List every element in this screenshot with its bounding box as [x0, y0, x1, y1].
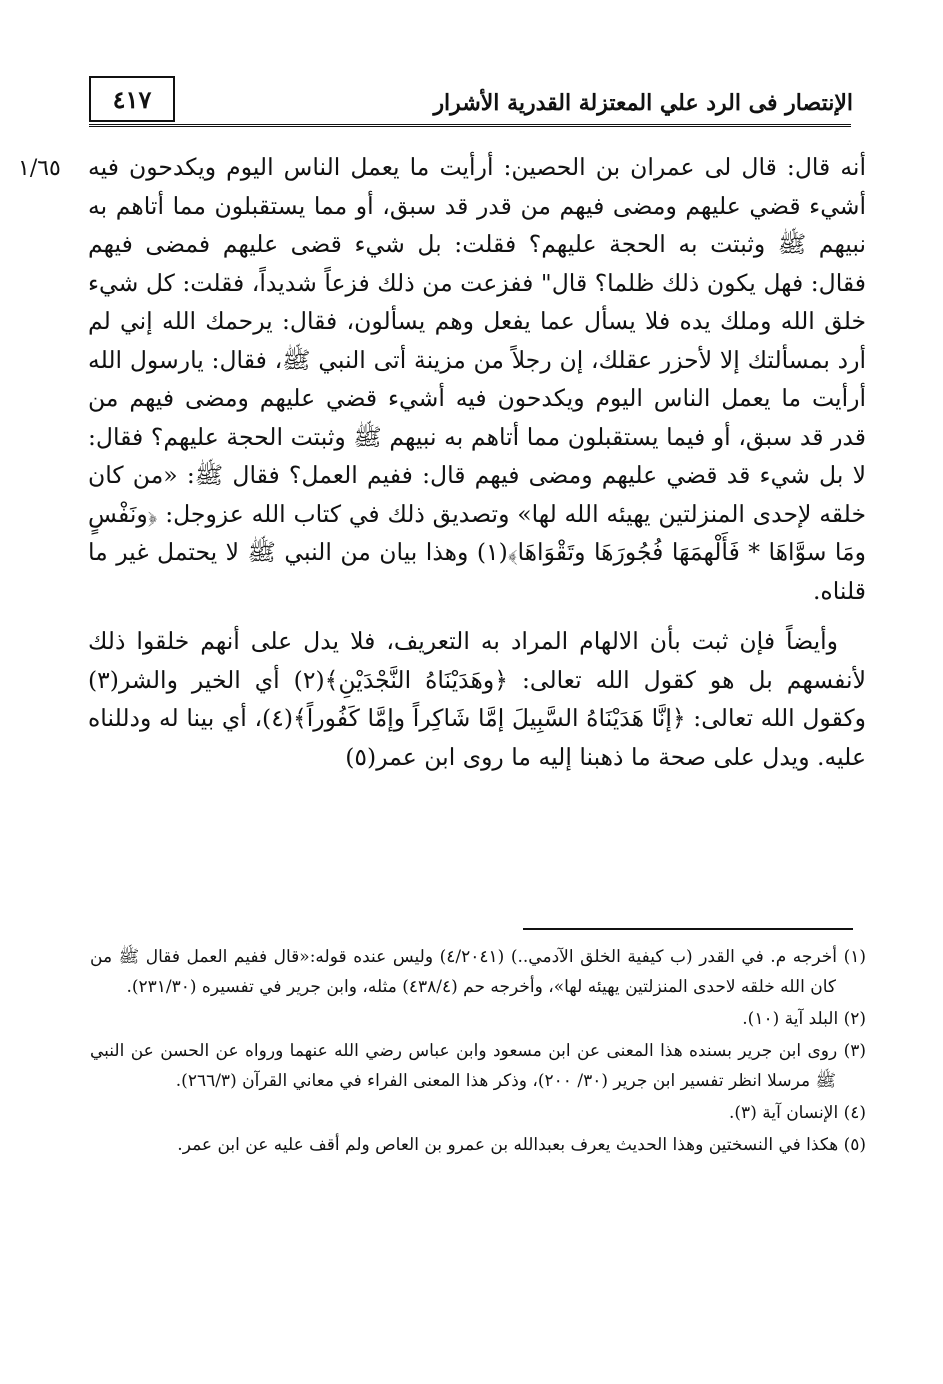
manuscript-folio-reference: ١/٦٥	[18, 156, 61, 181]
footnote-2: (٢) البلد آية (١٠).	[742, 1009, 866, 1029]
page-number: ٤١٧	[89, 76, 175, 122]
footnote-4: (٤) الإنسان آية (٣).	[729, 1103, 866, 1123]
running-title: الإنتصار فى الرد علي المعتزلة القدرية الأشرار	[433, 90, 853, 116]
header-divider	[89, 124, 851, 127]
main-text	[88, 148, 866, 776]
paragraph-1: أنه قال: قال لى عمران بن الحصين: أرأيت ما يعمل الناس اليوم ويكدحون فيه أشيء قضي عليهم ومضى فيهم من قدر قد سبق، أو مما يستقبلون مما أتاهم به نبيهم ﷺ وثبتت به الحجة عليهم؟ فقلت: بل شيء قضى عليهم فمضى فيهم فقال: فهل يكون ذلك ظلما؟ قال" ففزعت من ذلك فزعاً شديداً، فقلت: كل شيء خلق الله وملك يده فلا يسأل عما يفعل وهم يسألون، فقال: يرحمك الله إني لم أرد بمسألتك إلا لأحزر عقلك، إن رجلاً من مزينة أتى النبي ﷺ، فقال: يارسول الله أرأيت ما يعمل الناس اليوم ويكدحون فيه أشيء قضي عليهم ومضى فيهم من قدر قد سبق، أو فيما يستقبلون مما أتاهم به نبيهم ﷺ وثبتت الحجة عليهم؟ فقال: لا بل شيء قد قضي عليهم ومضى فيهم قال: ففيم العمل؟ فقال ﷺ: «من كان خلقه لإحدى المنزلتين يهيئه الله لها» وتصديق ذلك في كتاب الله عزوجل: ﴿ونَفْسٍ ومَا سوَّاهَا * فَأَلْهمَهَا فُجُورَهَا وتَقْوَاهَا﴾(١) وهذا بيان من النبي ﷺ لا يحتمل غير ما قلناه.	[88, 153, 866, 605]
footnote-5: (٥) هكذا في النسختين وهذا الحديث يعرف بعبدالله بن عمرو بن العاص ولم أقف عليه عن ابن عمر.	[177, 1135, 866, 1155]
footnote-divider	[523, 928, 853, 930]
footnotes	[90, 942, 866, 1162]
footnote-1: (١) أخرجه م. في القدر (ب كيفية الخلق الآدمي..) (٤/٢٠٤١) وليس عنده قوله:«قال ففيم العمل فقال ﷺ من كان الله خلقه لاحدى المنزلتين يهيئه لها»، وأخرجه حم (٤٣٨/٤) مثله، وابن جرير في تفسيره (٢٣١/٣٠).	[90, 947, 867, 997]
paragraph-2: وأيضاً فإن ثبت بأن الالهام المراد به التعريف، فلا يدل على أنهم خلقوا ذلك لأنفسهم بل هو كقول الله تعالى: ﴿وهَدَيْنَاهُ النَّجْدَيْنِ﴾(٢) أي الخير والشر(٣) وكقول الله تعالى: ﴿إنَّا هَدَيْنَاهُ السَّبِيلَ إمَّا شَاكِراً وإمَّا كَفُوراً﴾(٤)، أي بينا له ودللناه عليه. ويدل على صحة ما ذهبنا إليه ما روى ابن عمر(٥)	[88, 627, 866, 771]
footnote-3: (٣) روى ابن جرير بسنده هذا المعنى عن ابن مسعود وابن عباس رضي الله عنهما ورواه عن الحسن عن النبي ﷺ مرسلا انظر تفسير ابن جرير (٣٠/ ٢٠٠)، وذكر هذا المعنى الفراء في معاني القرآن (٢٦٦/٣).	[90, 1041, 866, 1091]
